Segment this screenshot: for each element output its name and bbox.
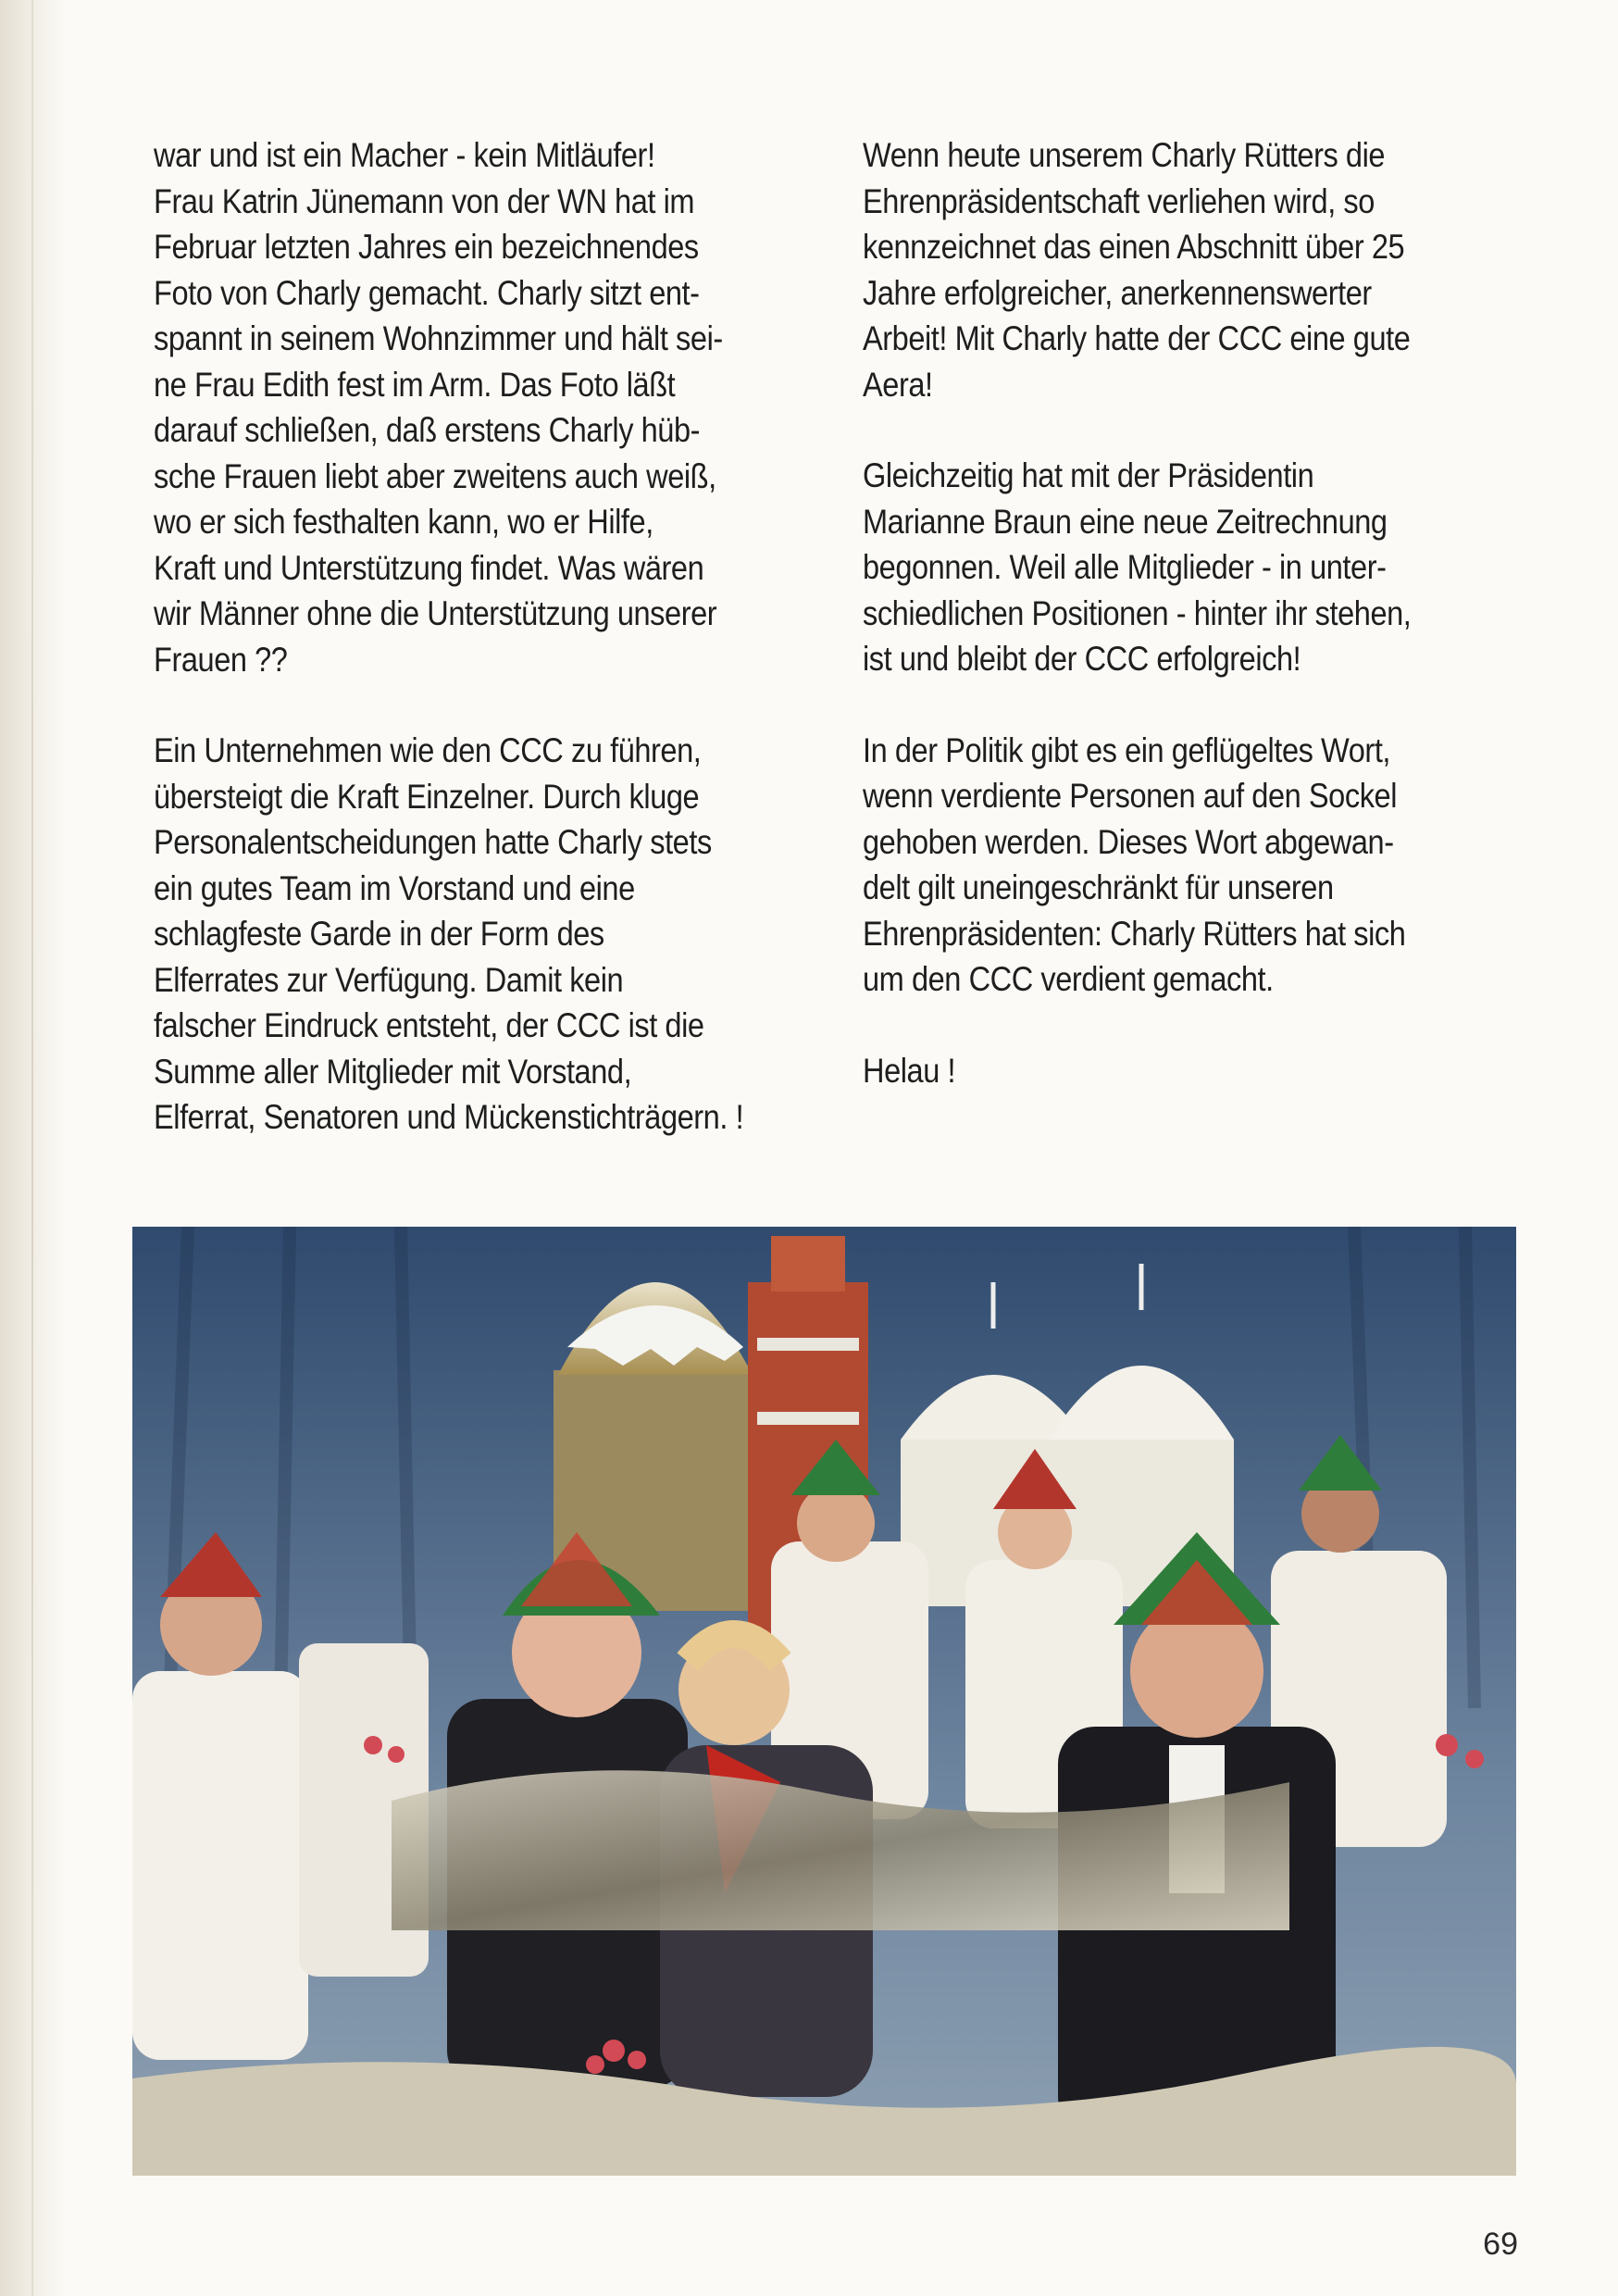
text-line: wo er sich festhalten kann, wo er Hilfe, xyxy=(154,503,653,541)
text-line: Ehrenpräsidentschaft verliehen wird, so xyxy=(863,181,1375,220)
text-line: Frau Katrin Jünemann von der WN hat im xyxy=(154,181,695,220)
text-line: übersteigt die Kraft Einzelner. Durch kluge xyxy=(154,777,700,816)
text-line: schiedlichen Positionen - hinter ihr stehen, xyxy=(863,593,1412,632)
right-paragraph-3 xyxy=(863,728,1511,1003)
text-line: darauf schließen, daß erstens Charly hüb- xyxy=(154,411,701,449)
text-line: Jahre erfolgreicher, anerkennenswerter xyxy=(863,273,1372,312)
text-line: wir Männer ohne die Unterstützung unserer xyxy=(154,594,717,632)
page-number: 69 xyxy=(1483,2227,1518,2262)
text-line: In der Politik gibt es ein geflügeltes Wort, xyxy=(863,730,1391,769)
right-paragraph-1 xyxy=(863,132,1511,407)
text-line: Marianne Braun eine neue Zeitrechnung xyxy=(863,502,1388,541)
text-line: war und ist ein Macher - kein Mitläufer! xyxy=(154,136,655,174)
right-text-column xyxy=(863,132,1511,1139)
left-text-column xyxy=(154,132,820,1186)
text-line: Elferrat, Senatoren und Mückenstichträgern. ! xyxy=(154,1098,744,1136)
text-line: Frauen ?? xyxy=(154,640,288,679)
binding-crease xyxy=(31,0,33,2296)
text-line: falscher Eindruck entsteht, der CCC ist die xyxy=(154,1006,704,1044)
text-line: Helau ! xyxy=(863,1051,956,1090)
text-line: Gleichzeitig hat mit der Präsidentin xyxy=(863,456,1314,494)
text-line: Arbeit! Mit Charly hatte der CCC eine gute xyxy=(863,319,1411,357)
text-line: Ehrenpräsidenten: Charly Rütters hat sich xyxy=(863,914,1406,953)
event-photo xyxy=(132,1227,1516,2176)
text-line: begonnen. Weil alle Mitglieder - in unter- xyxy=(863,548,1387,586)
text-line: spannt in seinem Wohnzimmer und hält sei- xyxy=(154,319,723,357)
text-line: ist und bleibt der CCC erfolgreich! xyxy=(863,640,1301,678)
text-line: Foto von Charly gemacht. Charly sitzt ent- xyxy=(154,273,700,312)
text-line: Wenn heute unserem Charly Rütters die xyxy=(863,136,1386,174)
text-line: schlagfeste Garde in der Form des xyxy=(154,915,604,953)
left-paragraph-1 xyxy=(154,132,820,682)
left-paragraph-2 xyxy=(154,728,820,1141)
text-line: Summe aller Mitglieder mit Vorstand, xyxy=(154,1052,632,1091)
text-line: Februar letzten Jahres ein bezeichnendes xyxy=(154,228,699,266)
text-line: gehoben werden. Dieses Wort abgewan- xyxy=(863,822,1394,861)
text-line: wenn verdiente Personen auf den Sockel xyxy=(863,777,1397,815)
text-line: Kraft und Unterstützung findet. Was wären xyxy=(154,548,704,587)
text-line: Aera! xyxy=(863,365,933,404)
text-line: Personalentscheidungen hatte Charly stets xyxy=(154,823,712,861)
right-paragraph-2 xyxy=(863,453,1511,682)
text-line: Elferrates zur Verfügung. Damit kein xyxy=(154,960,624,999)
text-line: kennzeichnet das einen Abschnitt über 25 xyxy=(863,228,1405,266)
closing-greeting xyxy=(863,1048,1511,1094)
text-line: um den CCC verdient gemacht. xyxy=(863,960,1274,998)
text-line: Ein Unternehmen wie den CCC zu führen, xyxy=(154,731,702,769)
text-line: sche Frauen liebt aber zweitens auch weiß, xyxy=(154,456,716,495)
text-line: ein gutes Team im Vorstand und eine xyxy=(154,868,635,907)
text-line: delt gilt uneingeschränkt für unseren xyxy=(863,868,1334,906)
event-photo-illustration xyxy=(132,1227,1516,2176)
text-line: ne Frau Edith fest im Arm. Das Foto läßt xyxy=(154,365,676,404)
